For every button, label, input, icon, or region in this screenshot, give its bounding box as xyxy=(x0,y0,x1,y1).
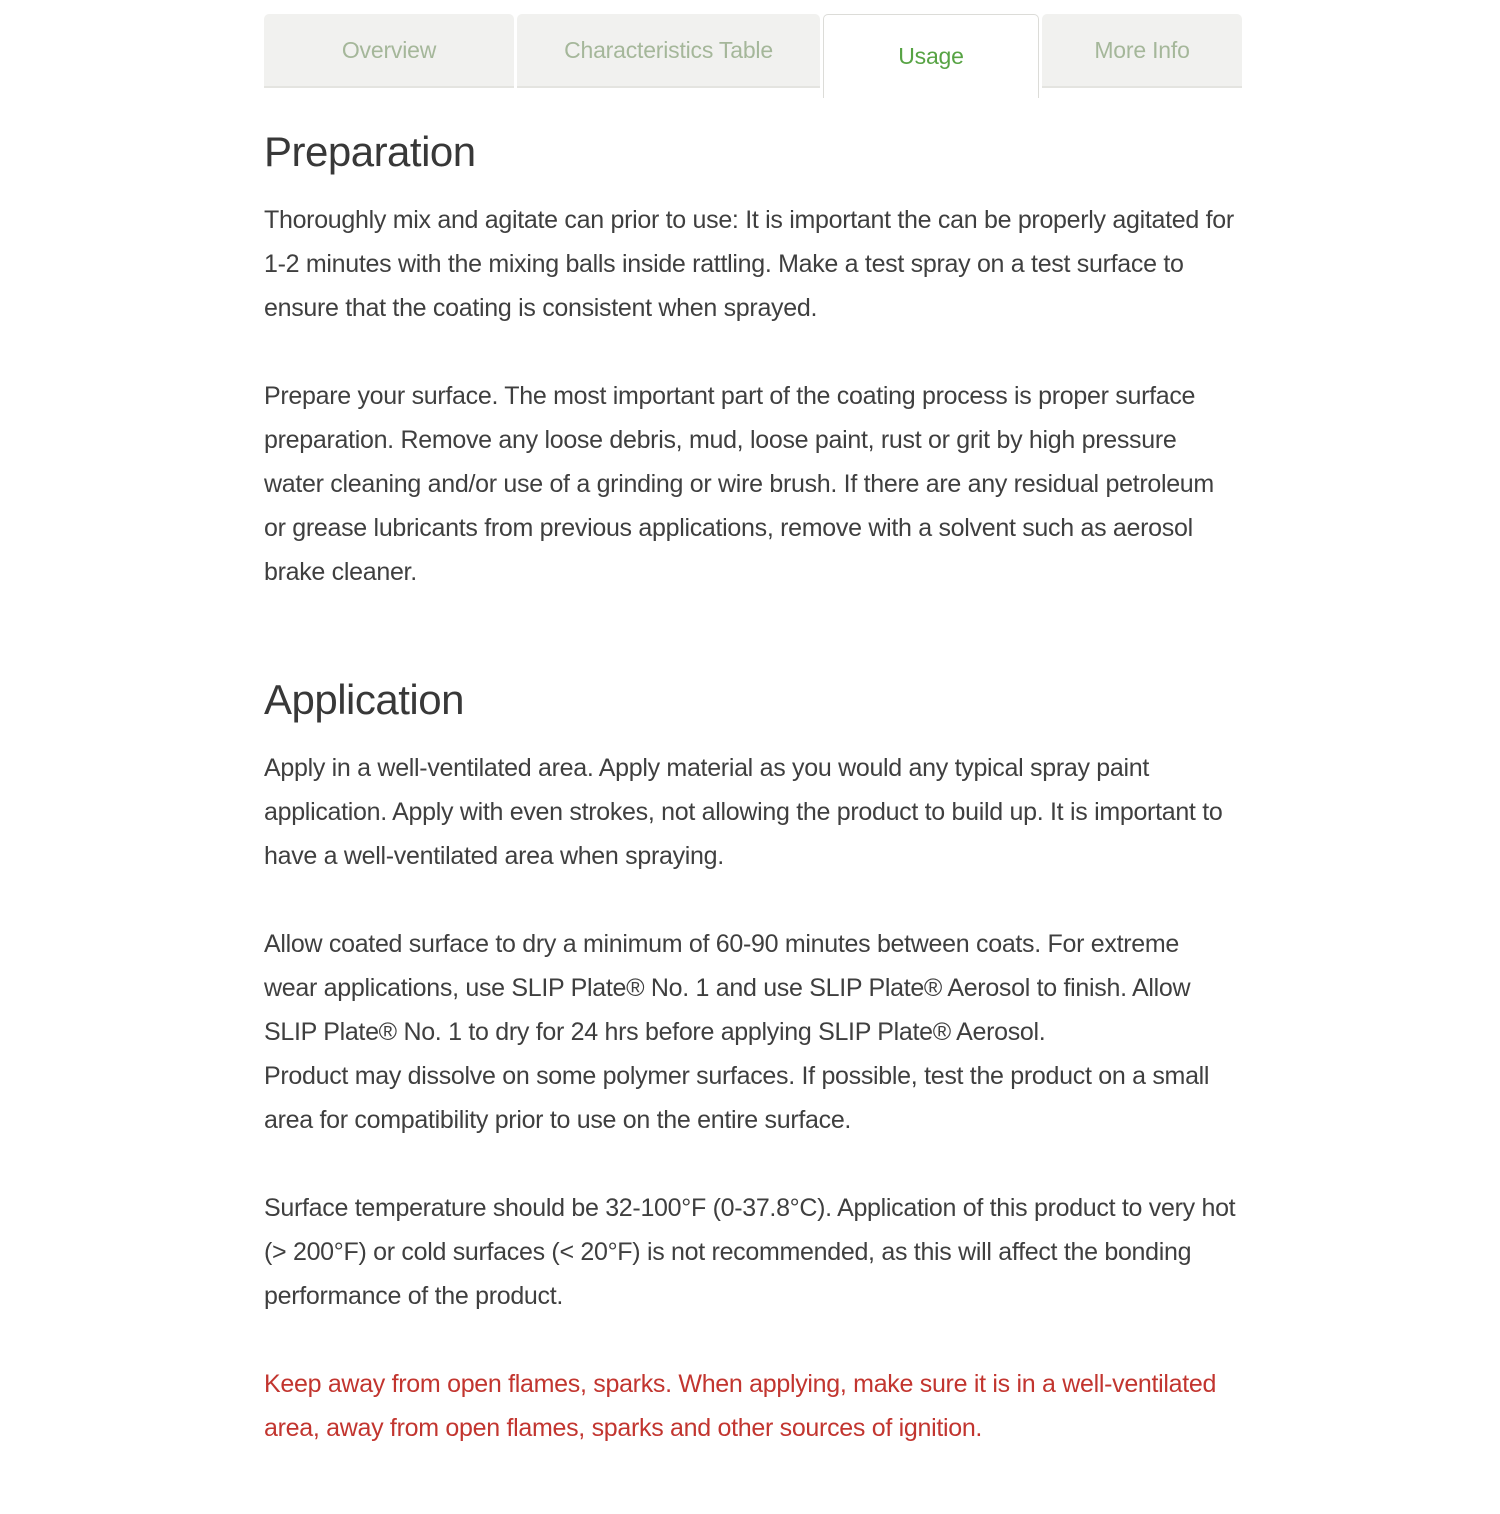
tab-usage[interactable]: Usage xyxy=(823,14,1039,98)
tab-overview[interactable]: Overview xyxy=(264,14,514,88)
tab-characteristics-table[interactable]: Characteristics Table xyxy=(517,14,820,88)
tab-bar xyxy=(264,14,1500,98)
application-paragraph-polymer: Product may dissolve on some polymer surfaces. If possible, test the product on a small area for compatibility prior to use on the entire surface. xyxy=(264,1062,1210,1134)
application-paragraph-ventilation: Apply in a well-ventilated area. Apply material as you would any typical spray paint application. Apply with even strokes, not allowing the product to build up. It is important to have a well-ventilated area when spraying. xyxy=(264,754,1223,870)
section-heading-application: Application xyxy=(264,676,464,723)
tab-more-info[interactable]: More Info xyxy=(1042,14,1242,88)
application-paragraph-temperature: Surface temperature should be 32-100°F (0-37.8°C). Application of this product to very hot (> 200°F) or cold surfaces (< 20°F) is not recommended, as this will affect the bonding performance of the product. xyxy=(264,1194,1236,1310)
preparation-paragraph-mixing: Thoroughly mix and agitate can prior to use: It is important the can be properly agitated for 1-2 minutes with the mixing balls inside rattling. Make a test spray on a test surface to ensure that the coating is consistent when sprayed. xyxy=(264,206,1234,322)
section-heading-preparation: Preparation xyxy=(264,128,476,175)
warning-text: Keep away from open flames, sparks. When applying, make sure it is in a well-ventilated area, away from open flames, sparks and other sources of ignition. xyxy=(264,1370,1217,1442)
tab-panel-usage xyxy=(264,128,1238,1450)
preparation-paragraph-surface: Prepare your surface. The most important part of the coating process is proper surface preparation. Remove any loose debris, mud, loose paint, rust or grit by high pressure water cleaning and/or use of a grinding or wire brush. If there are any residual petroleum or grease lubricants from previous applications, remove with a solvent such as aerosol brake cleaner. xyxy=(264,382,1214,586)
application-paragraph-drying: Allow coated surface to dry a minimum of 60-90 minutes between coats. For extreme wear applications, use SLIP Plate® No. 1 and use SLIP Plate® Aerosol to finish. Allow SLIP Plate® No. 1 to dry for 24 hrs before applying SLIP Plate® Aerosol. xyxy=(264,930,1191,1046)
